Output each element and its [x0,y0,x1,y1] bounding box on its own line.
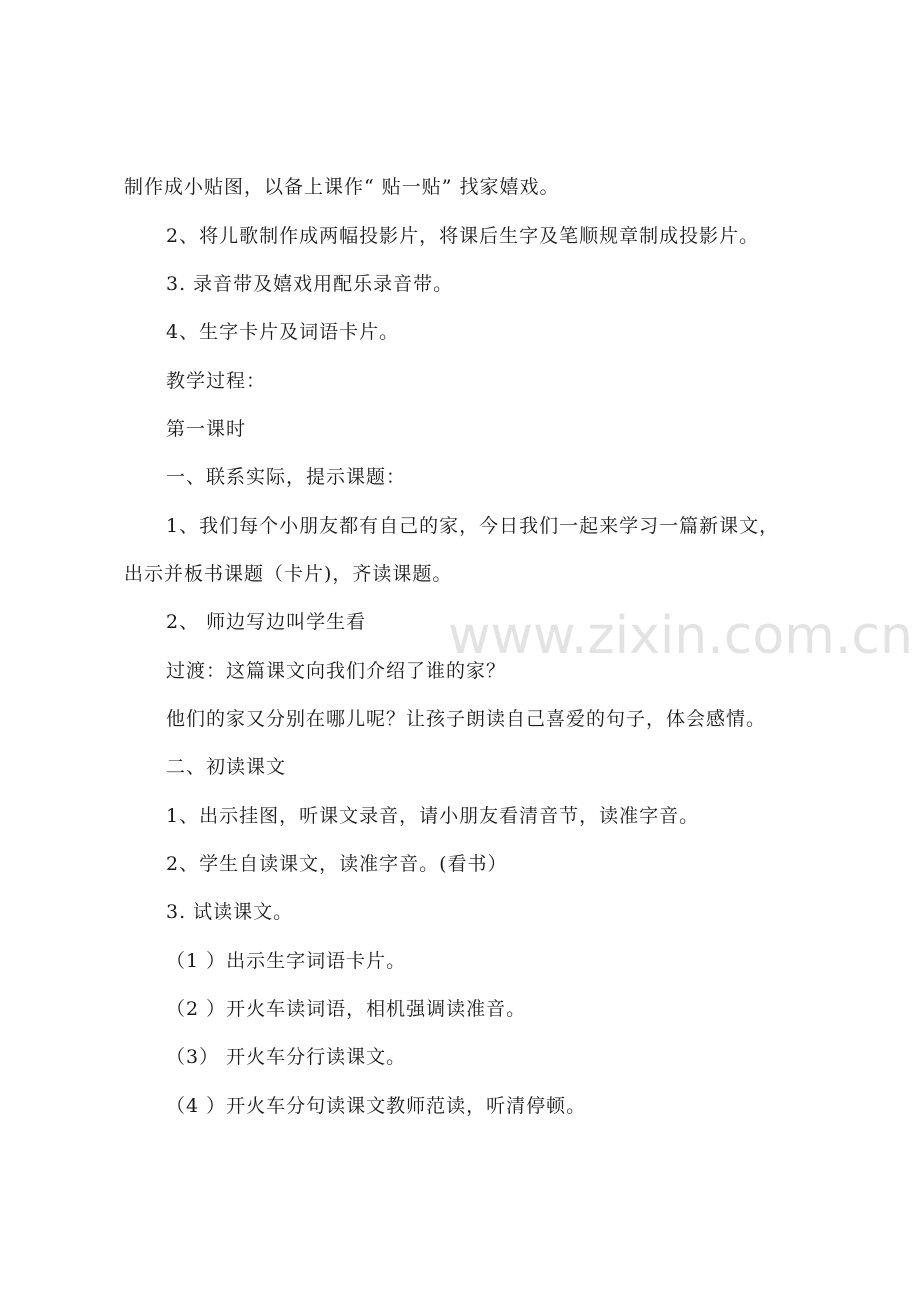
text-line-18: （2 ）开火车读词语，相机强调读准音。 [166,998,527,1020]
text-line-17: （1 ）出示生字词语卡片。 [166,950,407,972]
watermark: www.zixin.com.cn [448,606,913,666]
text-line-12: 他们的家又分别在哪儿呢？让孩子朗读自己喜爱的句子，体会感情。 [166,708,767,730]
text-line-14: 1、出示挂图，听课文录音，请小朋友看清音节，读准字音。 [166,805,700,827]
text-line-15: 2、学生自读课文，读准字音。(看书） [166,853,508,875]
text-line-11: 过渡：这篇课文向我们介绍了谁的家？ [166,660,507,682]
text-line-2: 2、将儿歌制作成两幅投影片，将课后生字及笔顺规章制成投影片。 [166,225,760,247]
text-line-4: 4、生字卡片及词语卡片。 [166,321,400,343]
text-line-3: 3. 录音带及嬉戏用配乐录音带。 [166,273,454,295]
text-line-6: 第一课时 [166,418,247,440]
text-line-13: 二、初读课文 [166,756,287,778]
text-line-10: 2、 师边写边叫学生看 [166,611,367,633]
text-line-8: 1、我们每个小朋友都有自己的家，今日我们一起来学习一篇新课文， [166,515,780,537]
text-line-7: 一、联系实际，提示课题： [166,466,407,488]
text-line-20: （4 ）开火车分句读课文教师范读，听清停顿。 [166,1095,587,1117]
text-line-9: 出示并板书课题（卡片)，齐读课题。 [124,563,453,585]
text-line-1: 制作成小贴图，以备上课作“ 贴一贴” 找家嬉戏。 [124,176,560,198]
text-line-19: （3） 开火车分行读课文。 [166,1046,407,1068]
text-line-5: 教学过程： [166,370,267,392]
text-line-16: 3. 试读课文。 [166,901,294,923]
